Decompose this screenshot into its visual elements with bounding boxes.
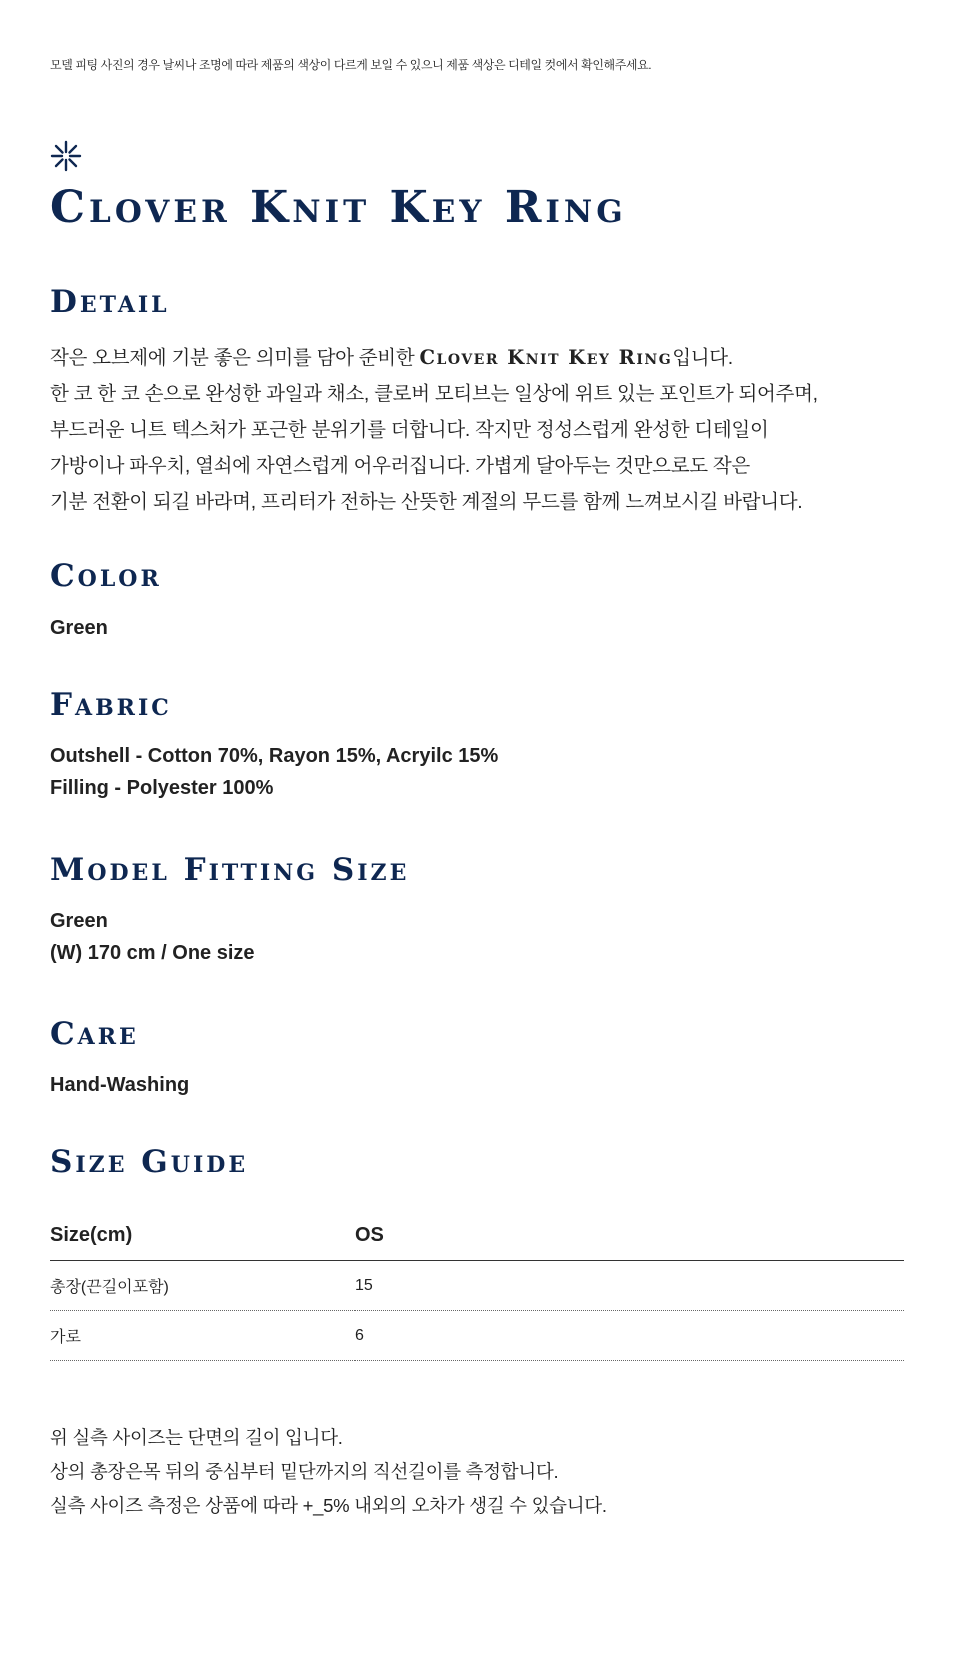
size-row-label: 총장(끈길이포함): [50, 1261, 355, 1311]
size-note-1: 위 실측 사이즈는 단면의 길이 입니다.: [50, 1427, 343, 1448]
detail-line-5: 기분 전환이 되길 바라며, 프리터가 전하는 산뜻한 계절의 무드를 함께 느껴보시길 바랍니다.: [50, 491, 803, 513]
model-fitting-heading: Model Fitting Size: [50, 852, 410, 888]
color-value: Green: [50, 617, 108, 639]
fabric-heading: Fabric: [50, 687, 172, 723]
fabric-values: [50, 740, 498, 804]
size-note-3: 실측 사이즈 측정은 상품에 따라 +_5% 내외의 오차가 생길 수 있습니다.: [50, 1495, 607, 1516]
table-row: [50, 1311, 904, 1361]
model-fitting-size: (W) 170 cm / One size: [50, 942, 255, 964]
size-row-value: 15: [355, 1261, 904, 1311]
detail-line-1-pre: 작은 오브제에 기분 좋은 의미를 담아 준비한: [50, 347, 420, 369]
detail-line-2: 한 코 한 코 손으로 완성한 과일과 채소, 클로버 모티브는 일상에 위트 있는 포인트가 되어주며,: [50, 383, 818, 405]
care-value: Hand-Washing: [50, 1074, 190, 1096]
size-notes: [50, 1421, 607, 1523]
care-heading: Care: [50, 1016, 139, 1052]
table-row: [50, 1261, 904, 1311]
color-heading: Color: [50, 558, 162, 594]
fabric-filling: Filling - Polyester 100%: [50, 777, 274, 799]
detail-product-name: Clover Knit Key Ring: [419, 346, 673, 369]
fabric-outshell: Outshell - Cotton 70%, Rayon 15%, Acryilc 15%: [50, 745, 499, 767]
detail-line-3: 부드러운 니트 텍스처가 포근한 분위기를 더합니다. 작지만 정성스럽게 완성한 디테일이: [50, 419, 769, 441]
detail-line-4: 가방이나 파우치, 열쇠에 자연스럽게 어우러집니다. 가볍게 달아두는 것만으로도 작은: [50, 455, 750, 477]
detail-heading: Detail: [50, 284, 170, 320]
product-title: Clover Knit Key Ring: [50, 182, 627, 233]
detail-line-1-post: 입니다.: [672, 347, 733, 369]
detail-description: [50, 340, 818, 520]
size-header-label: Size(cm): [50, 1210, 355, 1261]
color-notice: 모델 피팅 사진의 경우 날씨나 조명에 따라 제품의 색상이 다르게 보일 수 있으니 제품 색상은 디테일 컷에서 확인해주세요.: [50, 58, 652, 72]
model-fitting-values: [50, 905, 255, 969]
snowflake-asterisk-icon: [50, 140, 82, 172]
size-row-value: 6: [355, 1311, 904, 1361]
size-guide-table: [50, 1210, 904, 1361]
size-guide-heading: Size Guide: [50, 1144, 249, 1180]
detail-line-1: [50, 340, 818, 376]
size-header-os: OS: [355, 1210, 904, 1261]
size-row-label: 가로: [50, 1311, 355, 1361]
size-table-header-row: [50, 1210, 904, 1261]
model-fitting-color: Green: [50, 910, 108, 932]
size-note-2: 상의 총장은목 뒤의 중심부터 밑단까지의 직선길이를 측정합니다.: [50, 1461, 559, 1482]
